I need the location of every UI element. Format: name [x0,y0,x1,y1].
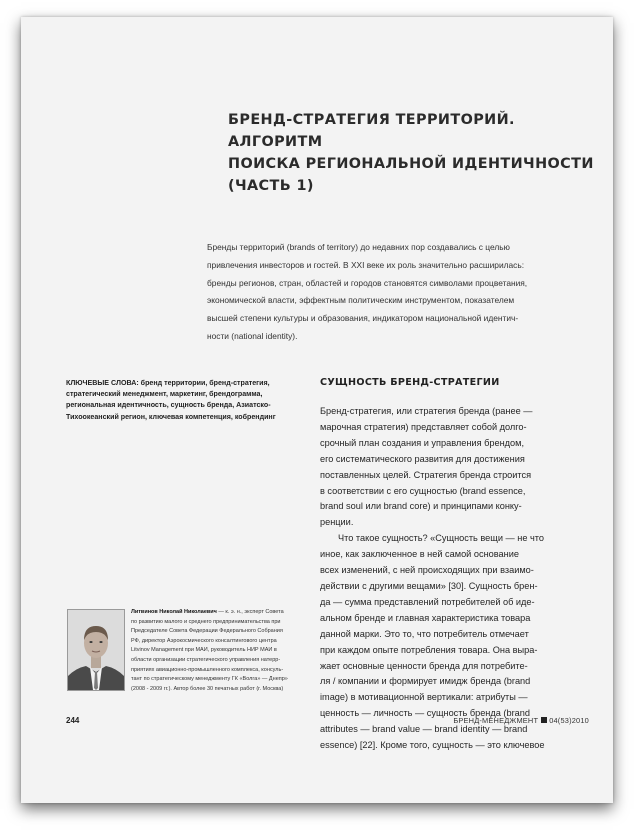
lead-paragraph [207,239,575,346]
author-bio-line: (2008 - 2009 гг.). Автор более 30 печатных работ (г. Москва) [131,685,284,692]
author-bio-line: приятиях авиационно-промышленного комплекса, консуль- [131,666,284,673]
author-portrait-image [68,610,124,690]
body-line: да — сумма представлений потребителей об иде- [320,596,535,607]
body-line: Что такое сущность? «Сущность вещи — не что [338,533,545,544]
title-line: ПОИСКА РЕГИОНАЛЬНОЙ ИДЕНТИЧНОСТИ [228,156,594,172]
body-line: данной марки. Это то, что потребитель отмечает [320,628,529,639]
body-line: срочный план создания и управления брендом, [320,437,524,448]
lead-line: бренды регионов, стран, областей и городов становятся символами процветания, [207,277,528,288]
body-line: Бренд-стратегия, или стратегия бренда (ранее — [320,406,533,416]
journal-issue: 04(53)2010 [549,716,589,725]
title-line: (ЧАСТЬ 1) [228,178,314,194]
body-line: essence) [22]. Кроме того, сущность — это ключевое [320,740,545,751]
author-bio-line: Председателе Совета Федерации Федерального Собрания [131,628,283,635]
body-line: attributes — brand value — brand identity — brand [320,724,528,735]
author-photo [67,609,125,691]
section-heading: СУЩНОСТЬ БРЕНД-СТРАТЕГИИ [320,377,500,388]
body-line: brand soul или brand core) и принципами конку- [320,501,522,512]
author-bio-line [131,608,301,618]
body-line: image) в мотивационной вертикали: атрибуты — [320,692,528,703]
body-line: альном бренде и главная характеристика товара [320,612,531,623]
article-title [228,109,608,197]
author-bio [131,608,301,694]
lead-line: экономической власти, эффектным политическим инструментом, показателем [207,295,515,306]
body-line: ценность — личность — сущность бренда (brand [320,708,530,719]
keywords-line: Тихоокеанский регион, ключевая компетенция, кобрендинг [66,412,276,421]
body-line: всех изменений, с ней происходящих при взаимо- [320,565,534,576]
body-line: иное, как заключенное в ней самой основание [320,549,519,560]
body-line: поставленных целей. Стратегия бренда строится [320,469,532,480]
author-name: Литвинов Николай Николаевич [131,609,217,615]
lead-line: привлечения инвесторов и гостей. В XXI веке их роль значительно расширилась: [207,259,525,270]
author-bio-line: области организации стратегического управления натерр- [131,656,281,663]
body-column [320,404,578,754]
body-line: жает основные ценности бренда для потребите- [320,660,528,671]
author-bio-line: тант по стратегическому менеджменту ГК «Волга» — Днепр» [131,676,288,683]
body-line: действии с другими вещами» [30]. Сущность брен- [320,580,538,591]
keywords-block [66,378,316,423]
keywords-line: региональная идентичность, сущность бренда, Азиатско- [66,401,271,410]
lead-line: Бренды территорий (brands of territory) до недавних пор создавались с целью [207,242,510,252]
body-line: марочная стратегия) представляет собой долго- [320,421,527,432]
body-line: его систематического развития для достижения [320,453,525,464]
author-bio-line: Litvinov Management при МАИ, руководитель НИР МАИ в [131,647,277,654]
journal-name: БРЕНД-МЕНЕДЖМЕНТ [453,716,539,725]
square-bullet-icon [541,717,547,723]
body-line: при каждом опыте потребления товара. Она выра- [320,644,538,655]
body-line: в соответствии с его сущностью (brand essence, [320,485,526,496]
lead-line: высшей степени культуры и образования, индикатором национальной идентич- [207,313,519,324]
page-number: 244 [66,716,80,725]
title-line: БРЕНД-СТРАТЕГИЯ ТЕРРИТОРИЙ. АЛГОРИТМ [228,112,515,150]
author-bio-line: РФ, директор Аэрокосмического консалтингового центра [131,637,277,644]
body-line: ля / компании и формирует имидж бренда (brand [320,676,531,687]
body-line: ренции. [320,517,354,528]
lead-line: ности (national identity). [207,330,298,341]
journal-footer [453,716,589,725]
keywords-line: стратегический менеджмент, маркетинг, брендограмма, [66,390,263,399]
keywords-line: КЛЮЧЕВЫЕ СЛОВА: бренд территории, бренд-стратегия, [66,379,270,387]
author-bio-line: по развитию малого и среднего предпринимательства при [131,618,281,625]
author-bio-first: — к. э. н., эксперт Совета [216,609,284,615]
